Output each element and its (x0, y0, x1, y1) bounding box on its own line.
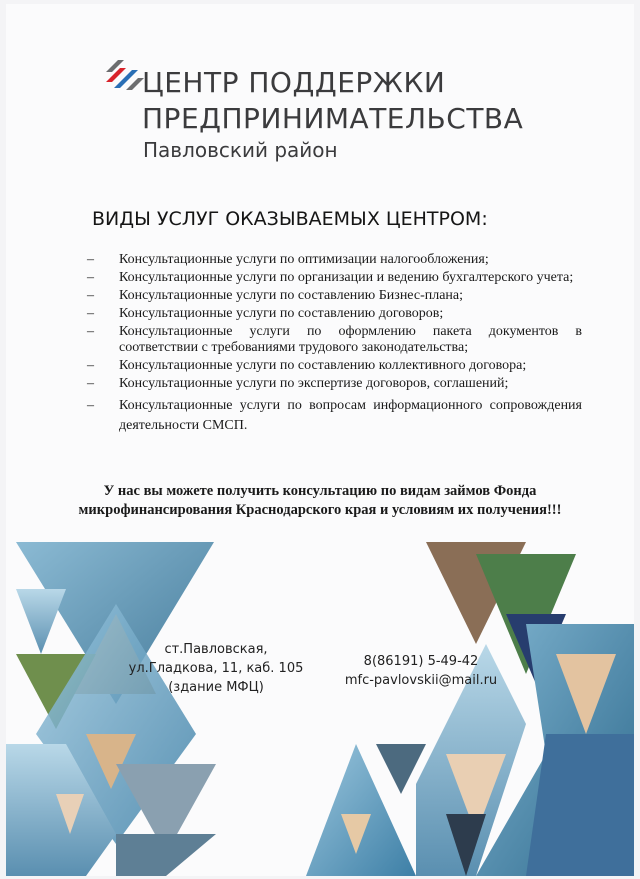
contact-block (336, 652, 506, 690)
service-item: – Консультационные услуги по составлению договоров; (86, 306, 582, 322)
service-item: – Консультационные услуги по организации и ведению бухгалтерского учета; (86, 270, 582, 286)
address-line: ст.Павловская, (164, 642, 268, 657)
email-address: mfc-pavlovskii@mail.ru (344, 673, 498, 688)
brand-title-line1: ЦЕНТР ПОДДЕРЖКИ (142, 66, 446, 99)
address-line: ул.Гладкова, 11, каб. 105 (128, 661, 304, 676)
address-line: (здание МФЦ) (168, 680, 264, 695)
stripes-logo-icon (104, 56, 144, 96)
notice-line: микрофинансирования Краснодарского края и условиям их получения!!! (78, 502, 562, 518)
services-heading: ВИДЫ УСЛУГ ОКАЗЫВАЕМЫХ ЦЕНТРОМ: (92, 208, 488, 230)
brand-title-line2: ПРЕДПРИНИМАТЕЛЬСТВА (142, 102, 524, 135)
service-item: – Консультационные услуги по составлению Бизнес-плана; (86, 288, 582, 304)
services-list (86, 252, 582, 438)
service-item: – Консультационные услуги по составлению коллективного договора; (86, 358, 582, 374)
service-item: – Консультационные услуги по вопросам информационного сопровождения деятельности СМСП. (86, 396, 582, 436)
photo-collage (6, 534, 634, 876)
address-block (126, 640, 306, 697)
district-name: Павловский район (143, 138, 338, 162)
service-item: – Консультационные услуги по экспертизе договоров, соглашений; (86, 376, 582, 392)
notice-line: У нас вы можете получить консультацию по видам займов Фонда (103, 483, 537, 499)
service-item: – Консультационные услуги по оформлению пакета документов в соответствии с требованиями трудового законодательства; (86, 324, 582, 356)
service-item: – Консультационные услуги по оптимизации налогообложения; (86, 252, 582, 268)
microfinance-notice (46, 482, 594, 520)
phone-number: 8(86191) 5-49-42 (363, 654, 479, 669)
flyer-page (6, 4, 634, 876)
